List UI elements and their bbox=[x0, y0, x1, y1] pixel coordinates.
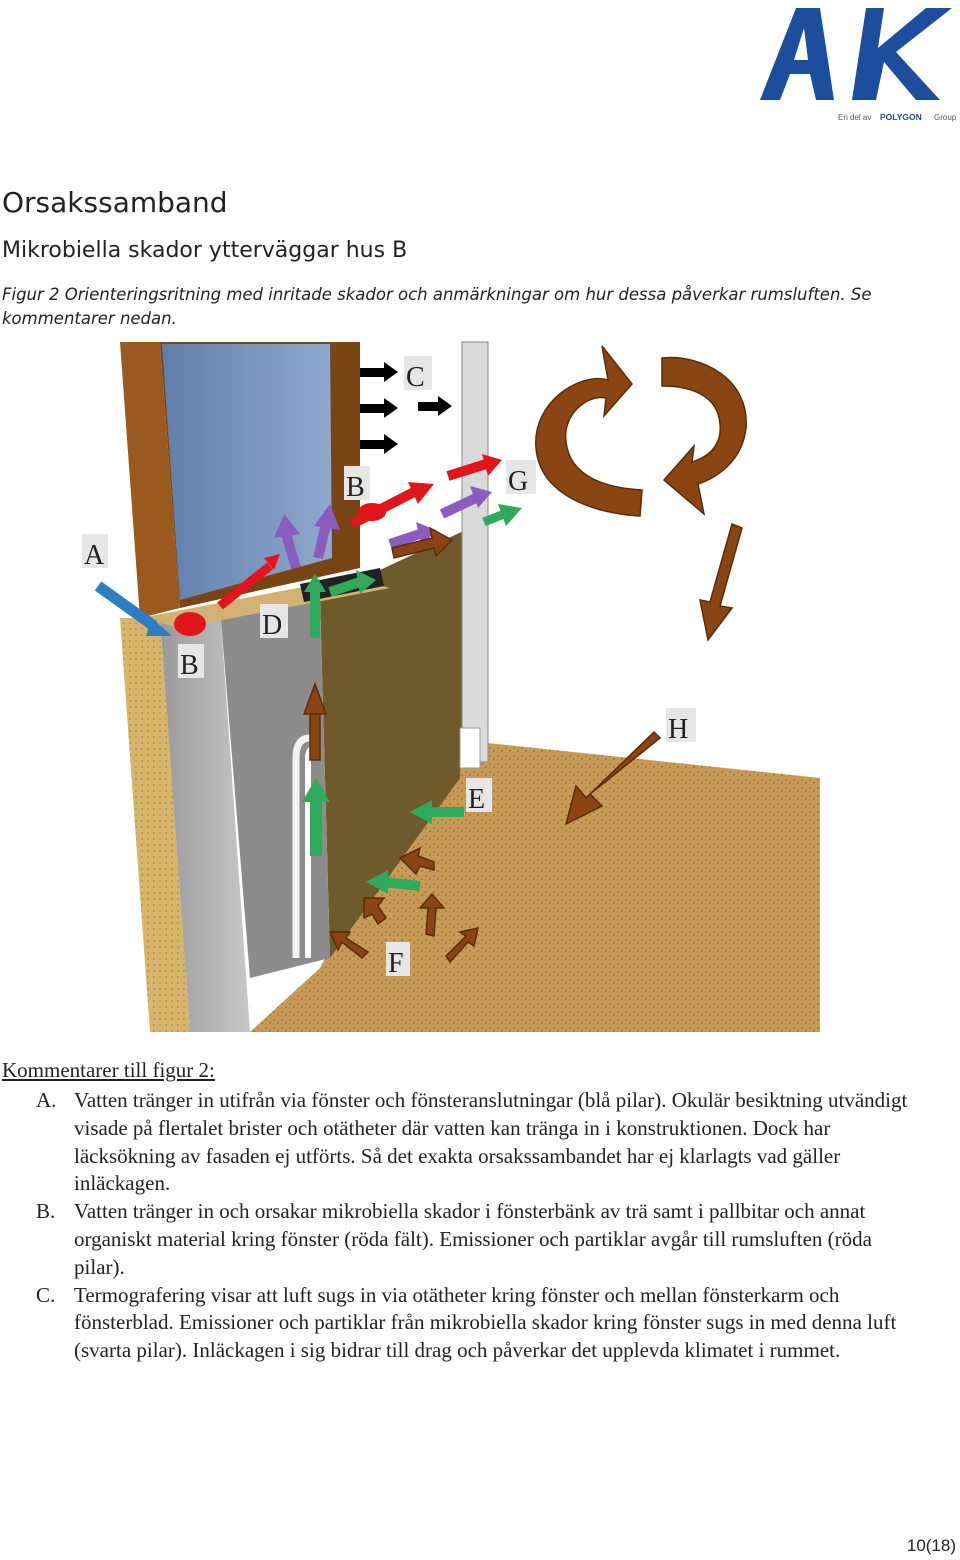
comments-title: Kommentarer till figur 2: bbox=[2, 1058, 215, 1082]
label-b: B bbox=[346, 472, 365, 503]
logo-tagline-suffix: Group bbox=[934, 113, 957, 122]
page-number: 10(18) bbox=[906, 1536, 956, 1555]
damage-field bbox=[174, 612, 206, 636]
list-letter: B. bbox=[36, 1199, 56, 1224]
section-heading: Orsakssamband bbox=[2, 186, 228, 219]
list-letter: C. bbox=[36, 1282, 56, 1307]
list-item bbox=[36, 1282, 916, 1365]
list-text: Termografering visar att luft sugs in via otätheter kring fönster och mellan fönsterkarm och fönsterblad. Emissioner och partiklar från mikrobiella skador kring fönster sugs in med denna luft (svarta pilar). Inläckagen i sig bidrar till drag och påverkar det upplevda klimatet i rummet. bbox=[74, 1282, 897, 1363]
company-logo bbox=[756, 4, 960, 126]
label-f: F bbox=[388, 948, 404, 979]
list-text: Vatten tränger in och orsakar mikrobiella skador i fönsterbänk av trä samt i pallbitar och annat organiskt material kring fönster (röda fält). Emissioner och partiklar avgår till rumsluften (röda pilar). bbox=[74, 1199, 872, 1279]
list-text: Vatten tränger in utifrån via fönster och fönsteranslutningar (blå pilar). Okulär besiktning utvändigt visade på flertalet brister och otätheter där vatten kan tränga in i konstruktionen. Dock har läcksökning av fasaden ej utförts. Så det exakta orsakssambandet har ej klarlagts vad gäller inläckagen. bbox=[74, 1088, 908, 1196]
label-c: C bbox=[406, 362, 425, 393]
comments-list bbox=[36, 1087, 916, 1365]
label-h: H bbox=[668, 714, 689, 745]
circular-arrow-left bbox=[536, 346, 642, 516]
label-b: B bbox=[180, 650, 199, 681]
right-stud bbox=[462, 342, 488, 762]
window-glass bbox=[162, 344, 332, 600]
label-g: G bbox=[508, 466, 529, 497]
list-item bbox=[36, 1087, 916, 1198]
circular-arrow-right bbox=[662, 358, 746, 514]
list-letter: A. bbox=[36, 1088, 57, 1112]
list-item bbox=[36, 1198, 916, 1281]
logo-tagline-brand: POLYGON bbox=[880, 112, 922, 122]
label-d: D bbox=[262, 610, 283, 641]
figure-caption: Figur 2 Orienteringsritning med inritade skador och anmärkningar om hur dessa påverkar rumsluften. Se kommentarer nedan. bbox=[2, 285, 872, 328]
label-e: E bbox=[468, 784, 486, 815]
label-a: A bbox=[84, 540, 105, 571]
wall-section-figure bbox=[80, 338, 820, 1032]
subsection-heading: Mikrobiella skador ytterväggar hus B bbox=[2, 238, 408, 263]
logo-tagline-prefix: En del av bbox=[838, 113, 872, 122]
